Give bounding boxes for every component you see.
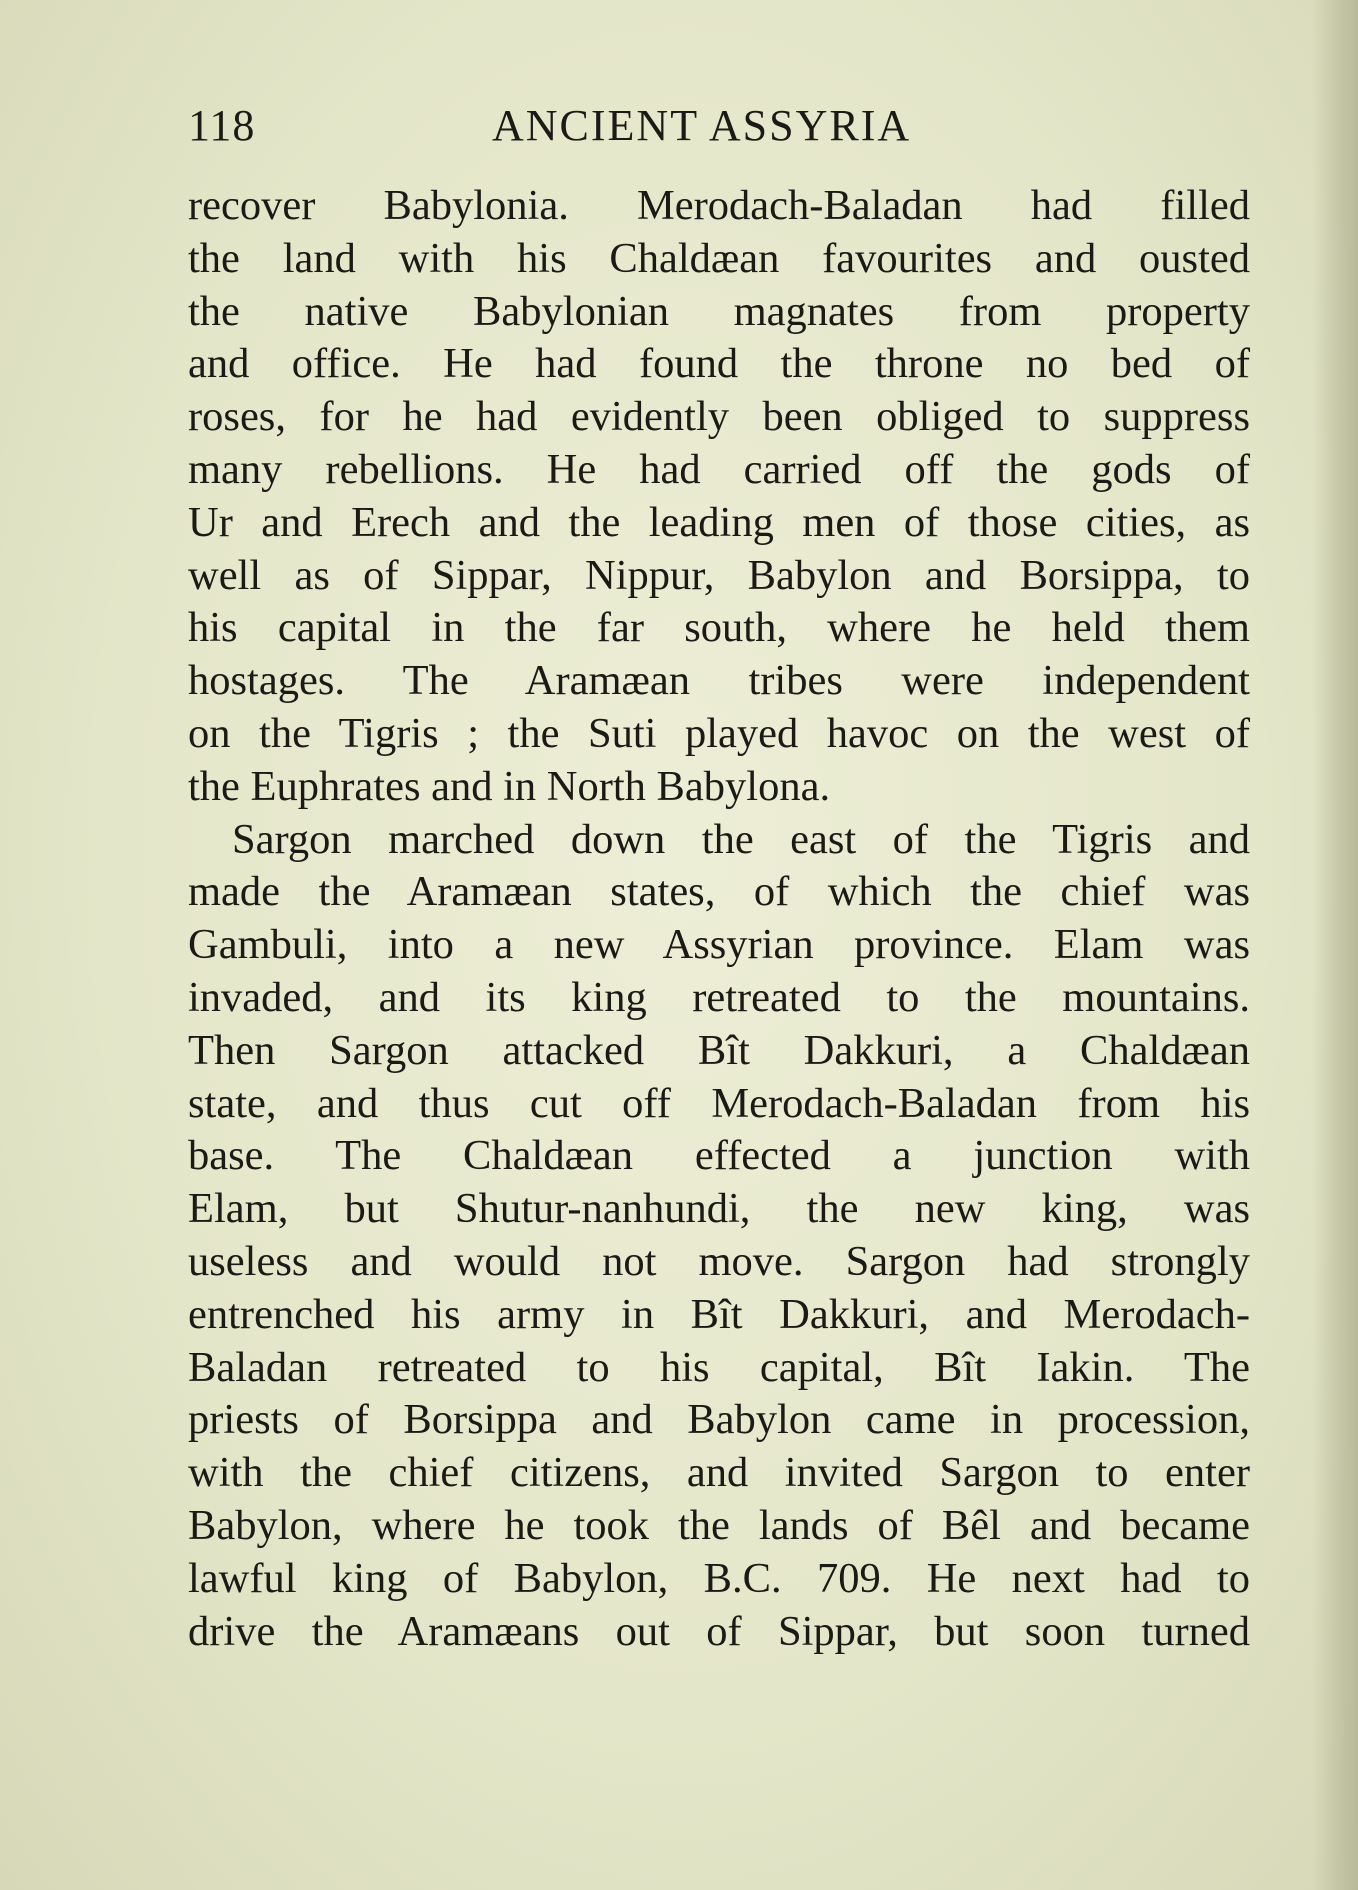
text-line: with the chief citizens, and invited Sargon to enter bbox=[188, 1449, 1250, 1497]
book-page bbox=[188, 90, 1250, 1658]
text-line: the native Babylonian magnates from property bbox=[188, 287, 1250, 335]
text-line: the Euphrates and in North Babylona. bbox=[188, 762, 831, 810]
text-line: roses, for he had evidently been obliged to suppress bbox=[188, 393, 1250, 441]
text-line: Babylon, where he took the lands of Bêl and became bbox=[188, 1501, 1250, 1549]
text-line: Sargon marched down the east of the Tigris and bbox=[232, 815, 1250, 863]
text-line: and office. He had found the throne no bed of bbox=[188, 340, 1250, 388]
page-header bbox=[188, 90, 1250, 160]
text-line: on the Tigris ; the Suti played havoc on the west of bbox=[188, 709, 1250, 757]
text-line: hostages. The Aramæan tribes were independent bbox=[188, 657, 1250, 705]
text-line: Gambuli, into a new Assyrian province. Elam was bbox=[188, 921, 1250, 969]
page-edge-shadow bbox=[1312, 0, 1358, 1890]
text-line: state, and thus cut off Merodach-Baladan from his bbox=[188, 1079, 1250, 1127]
running-title: ANCIENT ASSYRIA bbox=[492, 101, 912, 150]
text-line: made the Aramæan states, of which the chief was bbox=[188, 868, 1250, 916]
page-number: 118 bbox=[188, 101, 256, 150]
text-line: useless and would not move. Sargon had strongly bbox=[188, 1237, 1250, 1285]
text-line: entrenched his army in Bît Dakkuri, and Merodach- bbox=[188, 1290, 1250, 1338]
text-line: his capital in the far south, where he held them bbox=[188, 604, 1250, 652]
text-line: many rebellions. He had carried off the gods of bbox=[188, 445, 1250, 493]
body-text bbox=[188, 180, 1250, 1658]
text-line: Elam, but Shutur-nanhundi, the new king, was bbox=[188, 1185, 1250, 1233]
text-line: drive the Aramæans out of Sippar, but soon turned bbox=[188, 1607, 1250, 1655]
text-line: well as of Sippar, Nippur, Babylon and Borsippa, to bbox=[188, 551, 1250, 599]
text-line: recover Babylonia. Merodach-Baladan had filled bbox=[188, 182, 1250, 229]
text-line: Then Sargon attacked Bît Dakkuri, a Chaldæan bbox=[188, 1026, 1250, 1074]
text-line: the land with his Chaldæan favourites and ousted bbox=[188, 234, 1250, 282]
text-line: lawful king of Babylon, B.C. 709. He next had to bbox=[188, 1554, 1250, 1602]
text-line: Baladan retreated to his capital, Bît Iakin. The bbox=[188, 1343, 1250, 1391]
text-line: invaded, and its king retreated to the mountains. bbox=[188, 973, 1250, 1021]
text-line: base. The Chaldæan effected a junction with bbox=[188, 1132, 1250, 1180]
text-line: priests of Borsippa and Babylon came in procession, bbox=[188, 1396, 1250, 1444]
text-line: Ur and Erech and the leading men of those cities, as bbox=[188, 498, 1250, 546]
